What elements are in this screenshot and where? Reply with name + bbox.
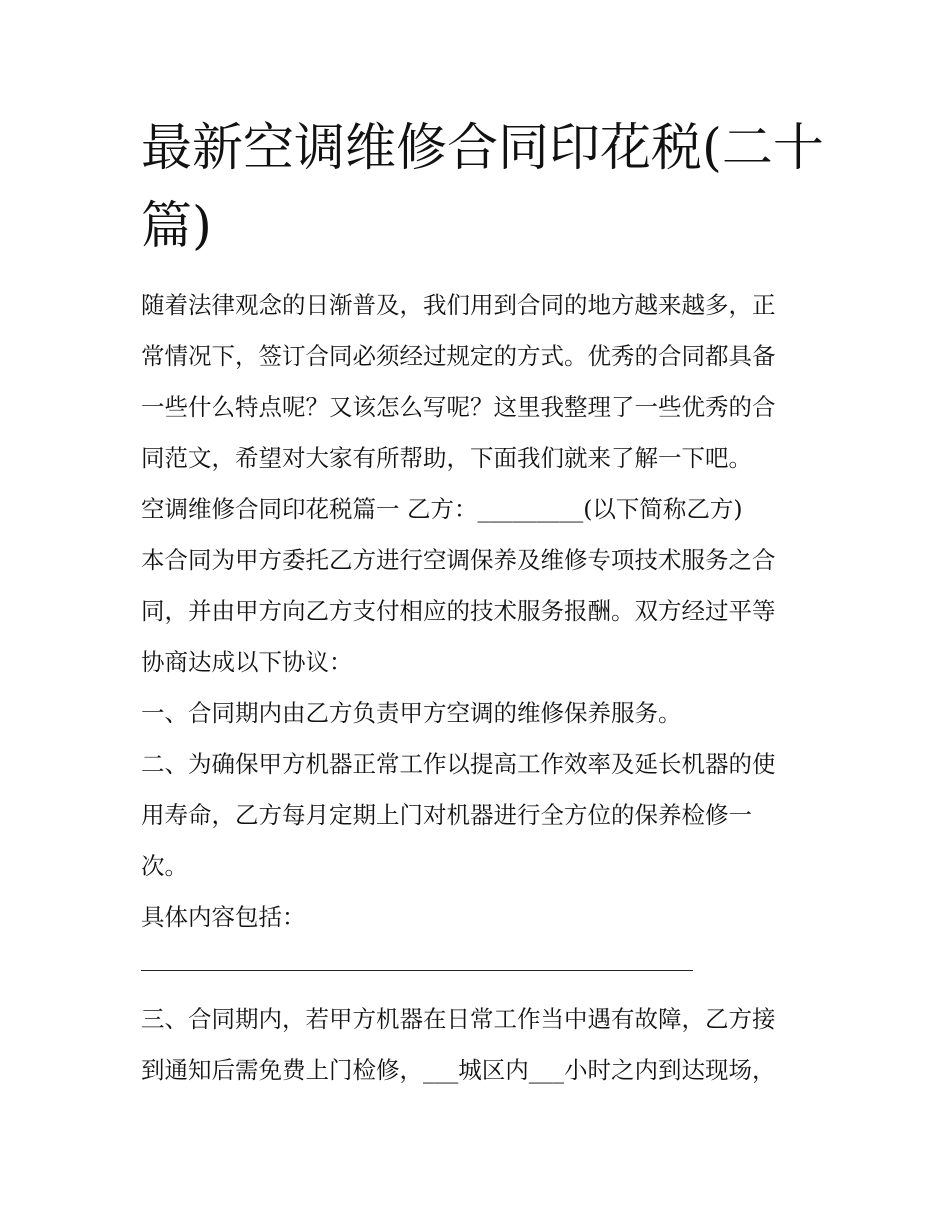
title-line: 最新空调维修合同印花税(二十 bbox=[141, 119, 824, 178]
title-line: 篇) bbox=[141, 197, 212, 256]
fill-in-blank-line bbox=[141, 970, 693, 971]
purpose-paragraph bbox=[141, 535, 816, 688]
clause-2-line: 次。 bbox=[141, 852, 188, 880]
purpose-line: 同，并由甲方向乙方支付相应的技术服务报酬。双方经过平等 bbox=[141, 597, 776, 625]
intro-line: 随着法律观念的日渐普及，我们用到合同的地方越来越多，正 bbox=[141, 291, 776, 319]
clause-2 bbox=[141, 739, 816, 892]
section-heading bbox=[141, 484, 816, 535]
clause-3-line: 三、合同期内，若甲方机器在日常工作当中遇有故障，乙方接 bbox=[141, 1005, 776, 1033]
clause-3 bbox=[141, 994, 816, 1096]
intro-line: 常情况下，签订合同必须经过规定的方式。优秀的合同都具备 bbox=[141, 342, 776, 370]
clause-3-line: 到通知后需免费上门检修，___城区内___小时之内到达现场， bbox=[141, 1056, 776, 1084]
intro-paragraph bbox=[141, 280, 816, 484]
clause-2-line: 二、为确保甲方机器正常工作以提高工作效率及延长机器的使 bbox=[141, 750, 776, 778]
purpose-line: 协商达成以下协议： bbox=[141, 648, 353, 676]
specific-content-line: 具体内容包括： bbox=[141, 903, 306, 931]
document-body bbox=[141, 110, 824, 1096]
intro-line: 一些什么特点呢？又该怎么写呢？这里我整理了一些优秀的合 bbox=[141, 393, 776, 421]
section-heading-line: 空调维修合同印花税篇一 乙方：_________(以下简称乙方) bbox=[141, 495, 743, 523]
clause-2-line: 用寿命，乙方每月定期上门对机器进行全方位的保养检修一 bbox=[141, 801, 752, 829]
intro-line: 同范文，希望对大家有所帮助，下面我们就来了解一下吧。 bbox=[141, 444, 752, 472]
purpose-line: 本合同为甲方委托乙方进行空调保养及维修专项技术服务之合 bbox=[141, 546, 776, 574]
clause-1-line: 一、合同期内由乙方负责甲方空调的维修保养服务。 bbox=[141, 699, 682, 727]
document-title bbox=[141, 110, 824, 266]
specific-content-label bbox=[141, 892, 816, 943]
clause-1 bbox=[141, 688, 816, 739]
